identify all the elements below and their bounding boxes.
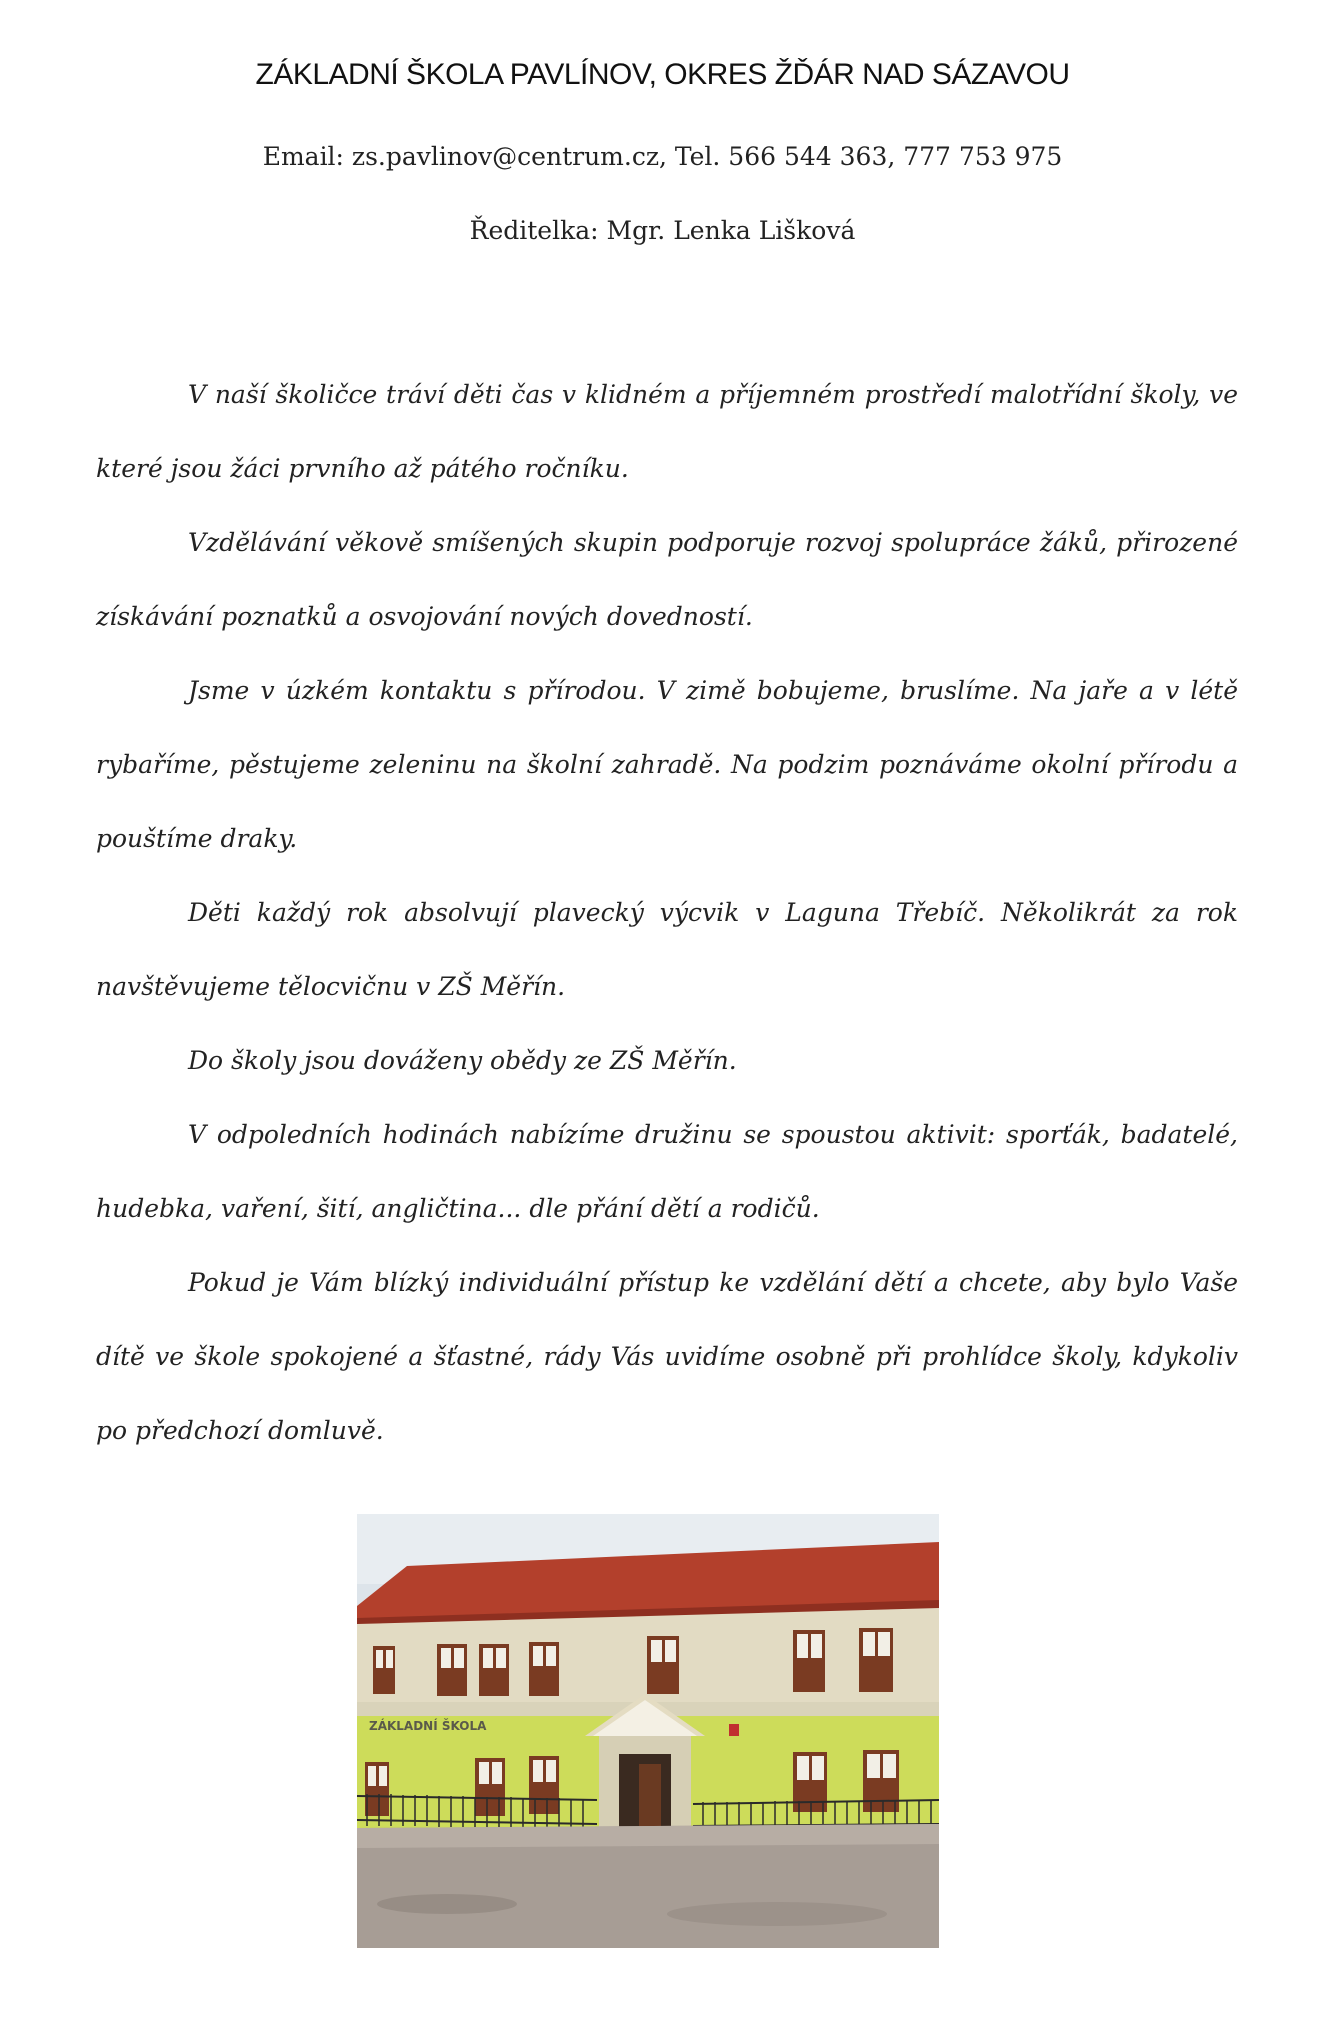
paragraph-lunches: Do školy jsou dováženy obědy ze ZŠ Měřín. bbox=[188, 1046, 737, 1075]
page-title: ZÁKLADNÍ ŠKOLA PAVLÍNOV, OKRES ŽĎÁR NAD SÁZAVOU bbox=[255, 58, 1070, 91]
contact-line: Email: zs.pavlinov@centrum.cz, Tel. 566 544 363, 777 753 975 bbox=[262, 142, 1063, 171]
school-building-photo bbox=[357, 1514, 939, 1948]
paragraph-nature: Jsme v úzkém kontaktu s přírodou. V zimě bobujeme, bruslíme. Na jaře a v létě rybaříme, pěstujeme zeleninu na školní zahradě. Na podzim poznáváme okolní přírodu a pouštíme draky. bbox=[96, 676, 1238, 853]
body-text bbox=[96, 358, 1238, 1468]
paragraph-invitation: Pokud je Vám blízký individuální přístup ke vzdělání dětí a chcete, aby bylo Vaše dítě ve škole spokojené a šťastné, rády Vás uvidíme osobně při prohlídce školy, kdykoliv po předchozí domluvě. bbox=[96, 1268, 1238, 1445]
director-line: Ředitelka: Mgr. Lenka Lišková bbox=[469, 216, 856, 245]
school-sign-text: ZÁKLADNÍ ŠKOLA bbox=[369, 1719, 487, 1733]
paragraph-mixed-groups: Vzdělávání věkově smíšených skupin podporuje rozvoj spolupráce žáků, přirozené získávání poznatků a osvojování nových dovedností. bbox=[96, 528, 1238, 631]
paragraph-swimming: Děti každý rok absolvují plavecký výcvik v Laguna Třebíč. Několikrát za rok navštěvujeme tělocvičnu v ZŠ Měřín. bbox=[96, 898, 1238, 1001]
paragraph-after-school: V odpoledních hodinách nabízíme družinu se spoustou aktivit: sporťák, badatelé, hudebka, vaření, šití, angličtina... dle přání dětí a rodičů. bbox=[96, 1120, 1238, 1223]
paragraph-intro: V naší školičce tráví děti čas v klidném a příjemném prostředí malotřídní školy, ve které jsou žáci prvního až pátého ročníku. bbox=[96, 380, 1238, 483]
